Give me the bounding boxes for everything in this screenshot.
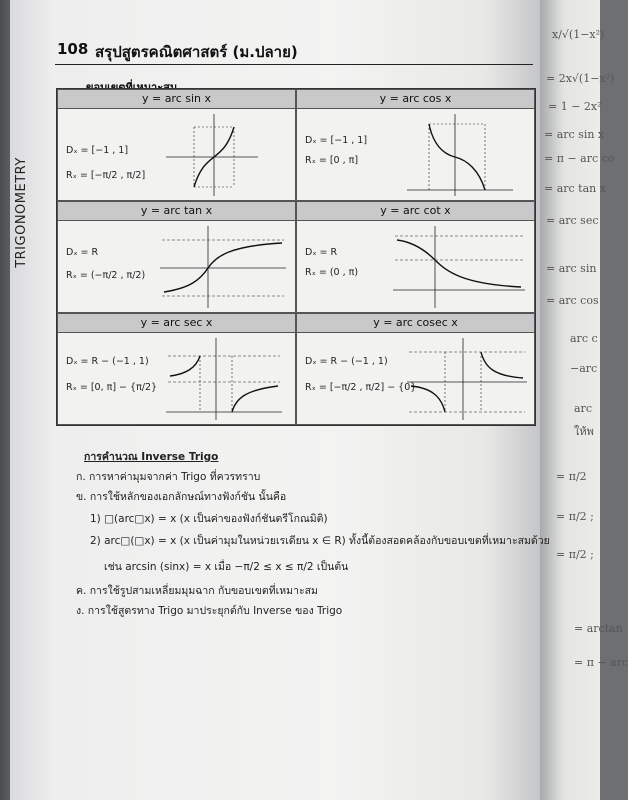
- arccot-graph: [393, 224, 529, 310]
- cell-range: Rₓ = [0 , π]: [305, 155, 359, 166]
- cell-title: y = arc sec x: [58, 314, 295, 333]
- cell-domain: Dₓ = R − (−1 , 1): [305, 356, 388, 367]
- inverse-item: ข. การใช้หลักของเอกลักษณ์ทางฟังก์ชัน นั้นคือ: [76, 491, 287, 503]
- right-fragment: = π/2: [556, 470, 587, 483]
- cell-range: Rₓ = (−π/2 , π/2): [66, 270, 146, 281]
- cell-arccos: [296, 89, 535, 201]
- cell-title: y = arc tan x: [58, 202, 295, 221]
- inverse-item: ค. การใช้รูปสามเหลี่ยมมุมฉาก กับขอบเขตที่เหมาะสม: [76, 585, 318, 597]
- inverse-item: 1) □(arc□x) = x (x เป็นค่าของฟังก์ชันตรีโกณมิติ): [90, 513, 328, 525]
- page-header: [55, 38, 533, 65]
- side-label: [2, 150, 52, 290]
- inverse-item: เช่น arcsin (sinx) = x เมื่อ −π/2 ≤ x ≤ π/2 เป็นต้น: [104, 561, 349, 573]
- right-page: [540, 0, 628, 800]
- cell-arcsec: [57, 313, 296, 425]
- right-fragment: = π/2 ;: [556, 548, 594, 561]
- cell-range: Rₓ = [−π/2 , π/2]: [66, 170, 146, 181]
- right-fragment: = arc cos: [546, 294, 599, 307]
- cell-domain: Dₓ = R − (−1 , 1): [66, 356, 149, 367]
- cell-arccot: [296, 201, 535, 313]
- right-fragment: = π − arc co: [544, 152, 615, 165]
- cell-range: Rₓ = (0 , π): [305, 267, 359, 278]
- right-fragment: = π − arc: [574, 656, 628, 669]
- right-fragment: = arc tan x: [544, 182, 606, 195]
- right-fragment: = arc sec: [546, 214, 599, 227]
- right-fragment: = 2x√(1−x²): [546, 72, 615, 85]
- cell-domain: Dₓ = R: [66, 247, 99, 258]
- book-title: สรุปสูตรคณิตศาสตร์ (ม.ปลาย): [95, 43, 298, 61]
- cell-domain: Dₓ = [−1 , 1]: [305, 135, 368, 146]
- inverse-section-title: การคำนวณ Inverse Trigo: [84, 451, 219, 463]
- cell-domain: Dₓ = [−1 , 1]: [66, 145, 129, 156]
- right-fragment: ให้พ: [574, 425, 594, 438]
- cell-title: y = arc sin x: [58, 90, 295, 109]
- right-fragment: = 1 − 2x²: [548, 100, 602, 113]
- arctan-graph: [160, 224, 290, 310]
- cell-arcsin: [57, 89, 296, 201]
- range-table: [56, 88, 536, 426]
- arccosec-graph: [407, 336, 531, 422]
- arcsec-graph: [166, 336, 286, 422]
- arcsin-graph: [166, 112, 262, 198]
- arccos-graph: [407, 112, 517, 198]
- cell-arccosec: [296, 313, 535, 425]
- side-label-text: TRIGONOMETRY: [13, 157, 29, 268]
- right-fragment: = arc sin: [546, 262, 597, 275]
- inverse-item: 2) arc□(□x) = x (x เป็นค่ามุมในหน่วยเรเดียน x ∈ R) ทั้งนี้ต้องสอดคล้องกับขอบเขตที่เหมาะสมด้วย: [90, 535, 550, 547]
- right-fragment: arc: [574, 402, 592, 415]
- inverse-item: ก. การหาค่ามุมจากค่า Trigo ที่ควรทราบ: [76, 471, 261, 483]
- inverse-item: ง. การใช้สูตรทาง Trigo มาประยุกต์กับ Inverse ของ Trigo: [76, 605, 343, 617]
- right-fragment: = arctan: [574, 622, 623, 635]
- right-fragment: arc c: [570, 332, 598, 345]
- right-fragment: = π/2 ;: [556, 510, 594, 523]
- page-number: 108: [57, 40, 89, 58]
- cell-title: y = arc cosec x: [297, 314, 534, 333]
- cell-arctan: [57, 201, 296, 313]
- cell-range: Rₓ = [0, π] − {π/2}: [66, 382, 158, 393]
- right-fragment: = arc sin x: [544, 128, 605, 141]
- cell-range: Rₓ = [−π/2 , π/2] − {0}: [305, 382, 417, 393]
- cell-title: y = arc cos x: [297, 90, 534, 109]
- right-fragment: x/√(1−x²): [552, 28, 605, 41]
- cell-domain: Dₓ = R: [305, 247, 338, 258]
- right-fragment: −arc: [570, 362, 598, 375]
- cell-title: y = arc cot x: [297, 202, 534, 221]
